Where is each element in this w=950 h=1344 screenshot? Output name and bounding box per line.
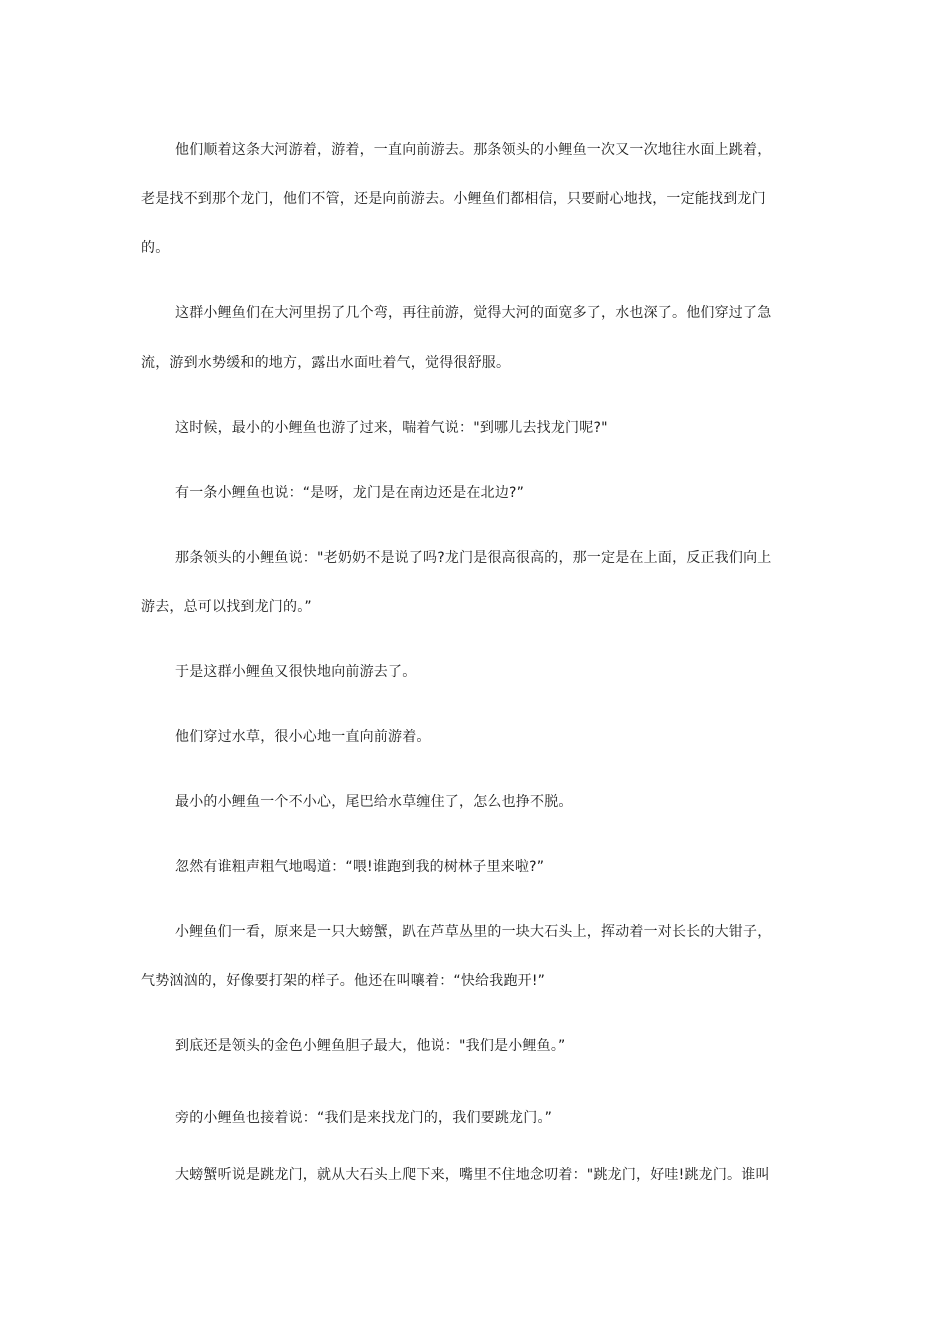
- text-line-17: 旁的小鲤鱼也接着说：“我们是来找龙门的，我们要跳龙门。”: [175, 1110, 553, 1126]
- text-line-8: 那条领头的小鲤鱼说："老奶奶不是说了吗?龙门是很高很高的，那一定是在上面，反正我们向上: [175, 550, 772, 566]
- text-line-7: 有一条小鲤鱼也说：“是呀，龙门是在南边还是在北边?”: [175, 485, 525, 501]
- text-line-2: 老是找不到那个龙门，他们不管，还是向前游去。小鲤鱼们都相信，只要耐心地找，一定能找到龙门: [141, 191, 766, 207]
- text-line-13: 忽然有谁粗声粗气地喝道：“喂!谁跑到我的树林子里来啦?”: [175, 859, 545, 875]
- text-line-4: 这群小鲤鱼们在大河里拐了几个弯，再往前游，觉得大河的面宽多了，水也深了。他们穿过了急: [175, 305, 772, 321]
- text-line-10: 于是这群小鲤鱼又很快地向前游去了。: [175, 664, 417, 680]
- text-line-5: 流，游到水势缓和的地方，露出水面吐着气，觉得很舒服。: [141, 355, 511, 371]
- text-line-11: 他们穿过水草，很小心地一直向前游着。: [175, 729, 431, 745]
- text-line-9: 游去，总可以找到龙门的。”: [141, 599, 312, 615]
- text-line-18: 大螃蟹听说是跳龙门，就从大石头上爬下来，嘴里不住地念叨着："跳龙门，好哇!跳龙门。谁叫: [175, 1167, 770, 1183]
- text-line-15: 气势汹汹的，好像要打架的样子。他还在叫嚷着：“快给我跑开!”: [141, 973, 546, 989]
- text-line-16: 到底还是领头的金色小鲤鱼胆子最大，他说："我们是小鲤鱼。”: [175, 1038, 566, 1054]
- text-line-14: 小鲤鱼们一看，原来是一只大螃蟹，趴在芦草丛里的一块大石头上，挥动着一对长长的大钳子，: [175, 924, 772, 940]
- text-line-6: 这时候，最小的小鲤鱼也游了过来，喘着气说："到哪儿去找龙门呢?": [175, 420, 608, 436]
- text-line-3: 的。: [141, 240, 170, 256]
- text-line-1: 他们顺着这条大河游着，游着，一直向前游去。那条领头的小鲤鱼一次又一次地往水面上跳着，: [175, 142, 772, 158]
- text-line-12: 最小的小鲤鱼一个不小心，尾巴给水草缠住了，怎么也挣不脱。: [175, 794, 573, 810]
